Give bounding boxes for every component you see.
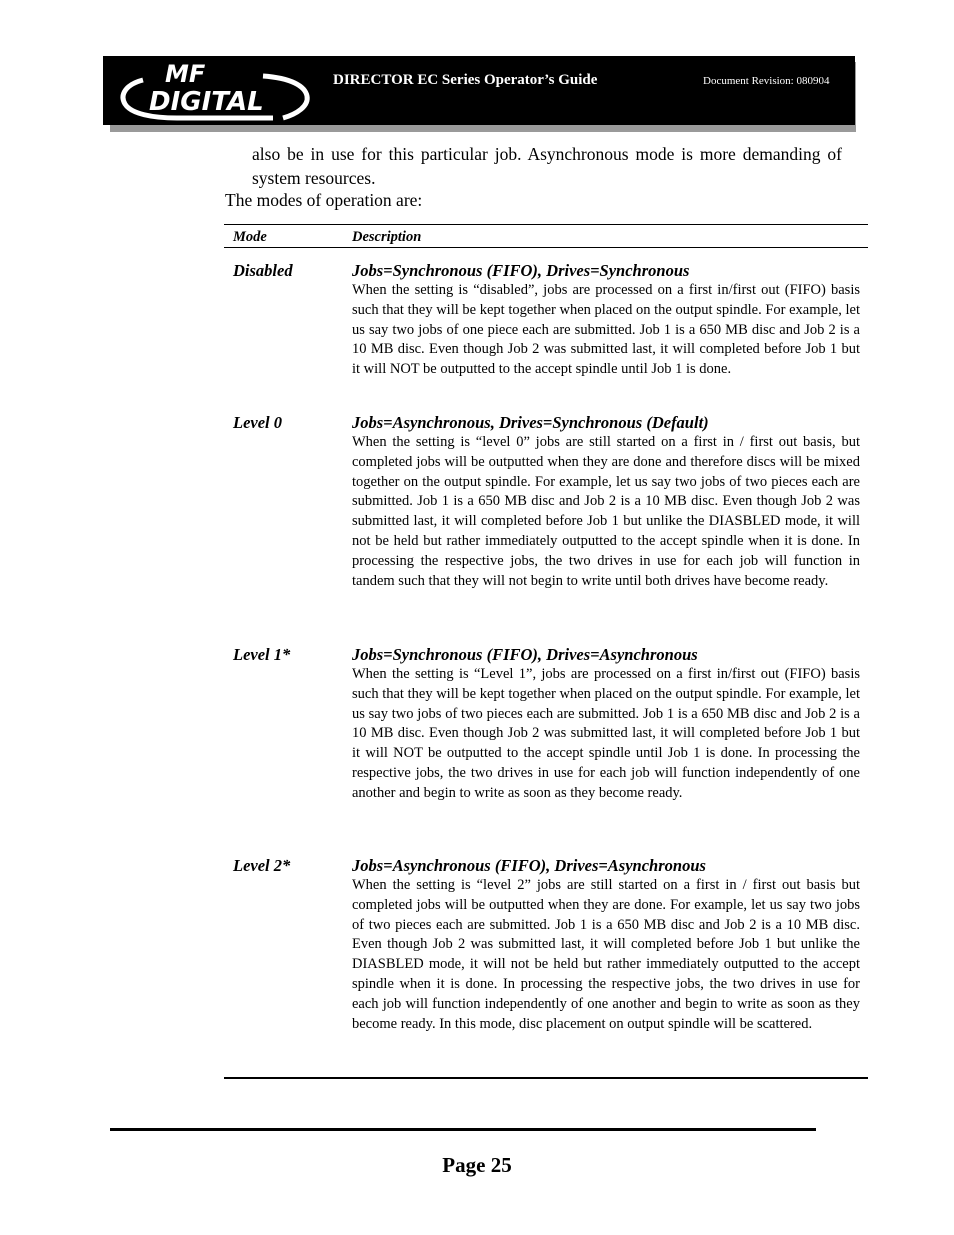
mode-subtitle: Jobs=Synchronous (FIFO), Drives=Synchronous: [352, 261, 690, 280]
page-number: Page 25: [442, 1153, 512, 1177]
mode-subtitle: Jobs=Asynchronous, Drives=Synchronous (Default): [352, 413, 709, 432]
logo-text-mf: MF: [165, 60, 206, 88]
mode-description: [352, 261, 860, 380]
footer-rule: [110, 1128, 816, 1131]
header-description: Description: [352, 229, 422, 245]
mode-name: Disabled: [233, 261, 293, 280]
mode-text: When the setting is “Level 1”, jobs are processed on a first in/first out (FIFO) basis such that they will be kept together when placed on the output spindle. For example, let us say two jobs of two pieces each are submitted. Job 1 is a 650 MB disc and Job 2 is a 10 MB disc. Even though Job 2 was submitted last, it will completed before Job 1 but it will NOT be outputted to the accept spindle until Job 1 is done. In processing the respective jobs, the two drives in use for each job will function independently of one another and begin to write as soon as they become ready.: [352, 666, 860, 801]
mode-name: Level 0: [233, 413, 283, 432]
mf-digital-logo: [113, 58, 313, 124]
mode-name: Level 2*: [233, 856, 291, 875]
modes-lead-text: The modes of operation are:: [225, 190, 423, 210]
mode-subtitle: Jobs=Asynchronous (FIFO), Drives=Asynchronous: [352, 856, 706, 875]
mode-subtitle: Jobs=Synchronous (FIFO), Drives=Asynchronous: [352, 645, 698, 664]
mode-text: When the setting is “level 2” jobs are still started on a first in / first out basis but completed jobs will be outputted when they are done. For example, let us say two jobs of two pieces each are submitted. Job 1 is a 650 MB disc and Job 2 is a 10 MB disc. Even though Job 2 was submitted last, it will completed before Job 1 but unlike the DIASBLED mode, it will not be held but rather immediately outputted to the accept spindle when it is done. In processing the respective jobs, the two drives in use for each job will function independently of one another and begin to write as soon as they become ready. In this mode, disc placement on output spindle will be scattered.: [352, 877, 860, 1032]
mode-text: When the setting is “level 0” jobs are still started on a first in / first out basis, but completed jobs will be outputted when they are done and therefore discs will be mixed together on the output spindle. For example, let us say two jobs of two pieces each are submitted. Job 1 is a 650 MB disc and Job 2 is a 10 MB disc. Even though Job 2 was submitted last, it will completed before Job 1 but unlike the DIASBLED mode, it will not be held but rather immediately outputted to the accept spindle when it is done. In processing the respective jobs, the two drives in use for each job will function in tandem such that they will not begin to write until both drives have become ready.: [352, 434, 860, 589]
document-title: DIRECTOR EC Series Operator’s Guide: [333, 72, 598, 88]
mode-description: [352, 413, 860, 591]
intro-continuation: also be in use for this particular job. Asynchronous mode is more demanding of system resources.: [252, 144, 842, 188]
mode-text: When the setting is “disabled”, jobs are processed on a first in/first out (FIFO) basis such that they will be kept together when placed on the output spindle. For example, let us say two jobs of one piece each are submitted. Job 1 is a 650 MB disc and Job 2 is a 10 MB disc. Even though Job 2 was submitted last, it will completed before Job 1 but it will NOT be outputted to the accept spindle until Job 1 is done.: [352, 282, 860, 378]
table-header: [224, 225, 868, 248]
page-header: [103, 56, 855, 125]
logo-text-digital: DIGITAL: [149, 87, 264, 117]
header-mode: Mode: [233, 229, 267, 245]
mode-description: [352, 856, 860, 1034]
mode-name: Level 1*: [233, 645, 291, 664]
mode-description: [352, 645, 860, 804]
document-revision: Document Revision: 080904: [703, 75, 830, 87]
modes-table: [224, 224, 868, 1079]
